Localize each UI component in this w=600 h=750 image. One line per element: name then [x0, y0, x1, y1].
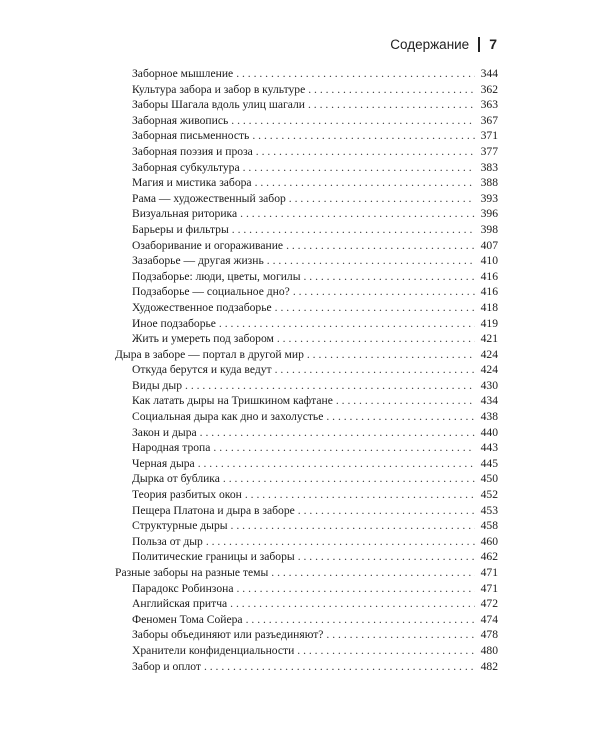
toc-section-entry — [115, 300, 498, 316]
toc-section-entry — [115, 425, 498, 441]
toc-entry-page: 482 — [480, 659, 498, 673]
section-title: Содержание — [390, 36, 470, 52]
toc-entry-page: 421 — [480, 332, 498, 346]
dot-leader — [271, 565, 475, 581]
dot-leader — [231, 113, 475, 129]
toc-section-entry — [115, 97, 498, 113]
dot-leader — [219, 316, 475, 332]
toc-section-entry — [115, 269, 498, 285]
toc-entry-title: Черная дыра — [132, 456, 195, 470]
toc-entry-page: 443 — [480, 441, 498, 455]
toc-entry-page: 367 — [480, 113, 498, 127]
toc-entry-title: Подзаборье: люди, цветы, могилы — [132, 269, 301, 283]
dot-leader — [277, 331, 475, 347]
toc-entry-title: Барьеры и фильтры — [132, 222, 229, 236]
toc-section-entry — [115, 144, 498, 160]
dot-leader — [275, 362, 475, 378]
dot-leader — [230, 596, 475, 612]
toc-entry-title: Теория разбитых окон — [132, 488, 242, 502]
dot-leader — [245, 487, 475, 503]
toc-section-entry — [115, 284, 498, 300]
toc-entry-title: Иное подзаборье — [132, 316, 216, 330]
toc-entry-title: Заборная письменность — [132, 129, 250, 143]
toc-entry-page: 416 — [480, 269, 498, 283]
dot-leader — [185, 378, 475, 394]
toc-section-entry — [115, 471, 498, 487]
dot-leader — [298, 549, 475, 565]
toc-section-entry — [115, 362, 498, 378]
toc-entry-page: 471 — [480, 566, 498, 579]
table-of-contents — [115, 66, 498, 674]
dot-leader — [232, 222, 475, 238]
toc-section-entry — [115, 409, 498, 425]
dot-leader — [326, 409, 475, 425]
dot-leader — [297, 643, 475, 659]
toc-entry-page: 383 — [480, 160, 498, 174]
toc-entry-page: 377 — [480, 144, 498, 158]
toc-section-entry — [115, 393, 498, 409]
toc-entry-page: 445 — [480, 456, 498, 470]
toc-entry-title: Феномен Тома Сойера — [132, 612, 243, 626]
toc-entry-title: Откуда берутся и куда ведут — [132, 363, 272, 377]
toc-entry-title: Виды дыр — [132, 378, 183, 392]
toc-section-entry — [115, 612, 498, 628]
toc-entry-page: 450 — [480, 472, 498, 486]
dot-leader — [246, 612, 475, 628]
toc-entry-page: 362 — [480, 82, 498, 96]
dot-leader — [308, 82, 475, 98]
toc-entry-title: Зазаборье — другая жизнь — [132, 254, 264, 268]
toc-entry-page: 407 — [480, 238, 498, 252]
toc-section-entry — [115, 518, 498, 534]
toc-section-entry — [115, 627, 498, 643]
dot-leader — [267, 253, 475, 269]
toc-entry-title: Заборы Шагала вдоль улиц шагали — [132, 98, 305, 112]
dot-leader — [206, 534, 475, 550]
toc-entry-page: 480 — [480, 643, 498, 657]
toc-entry-page: 438 — [480, 410, 498, 424]
dot-leader — [200, 425, 475, 441]
toc-entry-page: 396 — [480, 207, 498, 221]
toc-entry-title: Озаборивание и огораживание — [132, 238, 284, 252]
toc-entry-title: Польза от дыр — [132, 534, 203, 548]
dot-leader — [243, 160, 475, 176]
toc-section-entry — [115, 316, 498, 332]
toc-entry-page: 440 — [480, 425, 498, 439]
toc-entry-title: Заборная поэзия и проза — [132, 144, 253, 158]
running-header — [390, 36, 497, 52]
toc-chapter-entry — [115, 565, 498, 581]
toc-entry-page: 424 — [480, 347, 498, 361]
toc-entry-page: 410 — [480, 254, 498, 268]
toc-entry-page: 462 — [480, 550, 498, 564]
toc-section-entry — [115, 659, 498, 675]
dot-leader — [236, 581, 475, 597]
toc-entry-page: 418 — [480, 300, 498, 314]
toc-entry-page: 474 — [480, 612, 498, 626]
toc-entry-title: Заборное мышление — [132, 67, 234, 80]
toc-section-entry — [115, 222, 498, 238]
dot-leader — [308, 97, 475, 113]
page-number: 7 — [489, 36, 497, 52]
header-separator — [478, 37, 480, 52]
dot-leader — [303, 269, 475, 285]
toc-entry-title: Политические границы и заборы — [132, 550, 295, 564]
toc-entry-title: Пещера Платона и дыра в заборе — [132, 503, 295, 517]
toc-entry-page: 419 — [480, 316, 498, 330]
dot-leader — [298, 503, 475, 519]
toc-entry-page: 344 — [480, 67, 498, 80]
toc-section-entry — [115, 581, 498, 597]
toc-section-entry — [115, 440, 498, 456]
toc-section-entry — [115, 253, 498, 269]
toc-section-entry — [115, 175, 498, 191]
toc-entry-page: 478 — [480, 628, 498, 642]
toc-entry-title: Заборы объединяют или разъединяют? — [132, 628, 324, 642]
toc-section-entry — [115, 487, 498, 503]
toc-entry-page: 371 — [480, 129, 498, 143]
toc-entry-page: 458 — [480, 519, 498, 533]
toc-entry-title: Культура забора и забор в культуре — [132, 82, 306, 96]
toc-section-entry — [115, 378, 498, 394]
dot-leader — [336, 393, 475, 409]
toc-section-entry — [115, 66, 498, 82]
toc-entry-title: Забор и оплот — [132, 659, 201, 673]
dot-leader — [286, 238, 475, 254]
dot-leader — [326, 627, 475, 643]
toc-entry-title: Визуальная риторика — [132, 207, 238, 221]
toc-chapter-entry — [115, 347, 498, 363]
dot-leader — [236, 66, 475, 82]
toc-section-entry — [115, 191, 498, 207]
toc-entry-title: Парадокс Робинзона — [132, 581, 234, 595]
toc-section-entry — [115, 113, 498, 129]
toc-entry-title: Магия и мистика забора — [132, 176, 252, 190]
toc-entry-title: Разные заборы на разные темы — [115, 566, 269, 579]
toc-section-entry — [115, 128, 498, 144]
dot-leader — [223, 471, 475, 487]
toc-entry-page: 434 — [480, 394, 498, 408]
toc-section-entry — [115, 596, 498, 612]
toc-section-entry — [115, 206, 498, 222]
toc-entry-page: 460 — [480, 534, 498, 548]
toc-entry-title: Народная тропа — [132, 441, 211, 455]
toc-entry-page: 398 — [480, 222, 498, 236]
toc-section-entry — [115, 160, 498, 176]
toc-entry-page: 453 — [480, 503, 498, 517]
dot-leader — [231, 518, 475, 534]
toc-entry-title: Английская притча — [132, 597, 228, 611]
toc-entry-title: Рама — художественный забор — [132, 191, 286, 205]
dot-leader — [275, 300, 475, 316]
toc-entry-page: 452 — [480, 488, 498, 502]
toc-entry-title: Хранители конфиденциальности — [132, 643, 295, 657]
toc-section-entry — [115, 643, 498, 659]
toc-section-entry — [115, 238, 498, 254]
dot-leader — [204, 659, 475, 675]
dot-leader — [213, 440, 475, 456]
dot-leader — [293, 284, 475, 300]
toc-entry-page: 416 — [480, 285, 498, 299]
dot-leader — [198, 456, 475, 472]
toc-section-entry — [115, 503, 498, 519]
toc-entry-page: 472 — [480, 597, 498, 611]
toc-entry-page: 388 — [480, 176, 498, 190]
toc-entry-title: Заборная живопись — [132, 113, 229, 127]
dot-leader — [307, 347, 475, 363]
toc-section-entry — [115, 534, 498, 550]
toc-section-entry — [115, 331, 498, 347]
toc-entry-page: 393 — [480, 191, 498, 205]
toc-entry-title: Художественное подзаборье — [132, 300, 272, 314]
toc-section-entry — [115, 456, 498, 472]
toc-entry-page: 424 — [480, 363, 498, 377]
dot-leader — [289, 191, 475, 207]
toc-entry-page: 430 — [480, 378, 498, 392]
toc-entry-page: 363 — [480, 98, 498, 112]
toc-entry-title: Заборная субкультура — [132, 160, 240, 174]
toc-entry-title: Дыра в заборе — портал в другой мир — [115, 347, 304, 361]
toc-entry-title: Жить и умереть под забором — [132, 332, 274, 346]
toc-section-entry — [115, 549, 498, 565]
dot-leader — [255, 175, 475, 191]
toc-entry-title: Структурные дыры — [132, 519, 228, 533]
toc-entry-title: Подзаборье — социальное дно? — [132, 285, 290, 299]
toc-entry-title: Как латать дыры на Тришкином кафтане — [132, 394, 333, 408]
toc-section-entry — [115, 82, 498, 98]
toc-entry-title: Дырка от бублика — [132, 472, 220, 486]
toc-entry-page: 471 — [480, 581, 498, 595]
toc-entry-title: Закон и дыра — [132, 425, 197, 439]
dot-leader — [256, 144, 475, 160]
toc-entry-title: Социальная дыра как дно и захолустье — [132, 410, 324, 424]
dot-leader — [240, 206, 475, 222]
dot-leader — [252, 128, 475, 144]
